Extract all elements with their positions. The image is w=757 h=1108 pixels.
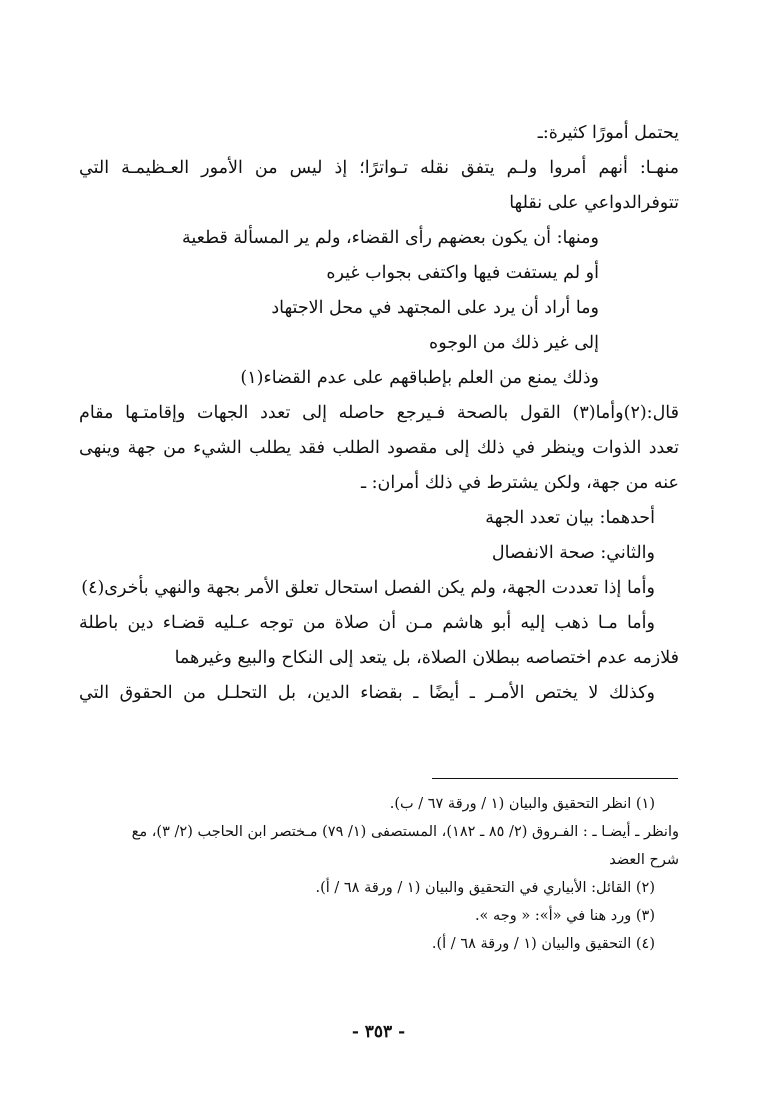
main-text [79, 116, 679, 711]
page-number: - ٣٥٣ - [351, 1022, 406, 1042]
text-line: منهـا: أنهم أمروا ولـم يتفق نقله تـواترًا؛ إذ ليس من الأمور العـظيمـة التي [79, 158, 679, 178]
text-line: قال:(٢)وأما(٣) القول بالصحة فـيرجع حاصله إلى تعدد الجهات وإقامتـها مقام [79, 403, 679, 423]
text-line: وأما إذا تعددت الجهة، ولم يكن الفصل استحال تعلق الأمر بجهة والنهي بأخرى(٤) [81, 578, 655, 598]
footnote-line: (١) انظر التحقيق والبيان (١ / ورقة ٦٧ / ب). [389, 796, 655, 812]
text-line: إلى غير ذلك من الوجوه [429, 333, 599, 353]
text-line: والثاني: صحة الانفصال [491, 543, 655, 563]
text-line: فلازمه عدم اختصاصه ببطلان الصلاة، بل يتعد إلى النكاح والبيع وغيرهما [174, 648, 679, 668]
text-line: أحدهما: بيان تعدد الجهة [485, 508, 655, 528]
text-line: وكذلك لا يختص الأمـر ـ أيضًا ـ بقضاء الدين، بل التحلـل من الحقوق التي [79, 683, 655, 703]
text-line: أو لم يستفت فيها واكتفى بجواب غيره [326, 263, 599, 283]
footnote-line: (٢) القائل: الأبياري في التحقيق والبيان (١ / ورقة ٦٨ / أ). [315, 880, 655, 896]
text-line: وذلك يمنع من العلم بإطباقهم على عدم القضاء(١) [240, 368, 599, 388]
text-line: وأما مـا ذهب إليه أبو هاشم مـن أن صلاة من توجه عـليه قضـاء دين باطلة [79, 613, 655, 633]
text-line: تعدد الذوات وينظر في ذلك إلى مقصود الطلب فقد يطلب الشيء من جهة وينهى [79, 438, 679, 458]
footnote-line: (٣) ورد هنا في «أ»: « وجه ». [474, 908, 655, 924]
footnotes [79, 790, 679, 958]
footnote-line: شرح العضد [609, 852, 679, 868]
text-line: عنه من جهة، ولكن يشترط في ذلك أمران: ـ [360, 473, 679, 493]
text-line: ومنها: أن يكون بعضهم رأى القضاء، ولم ير المسألة قطعية [181, 228, 599, 248]
text-line: وما أراد أن يرد على المجتهد في محل الاجتهاد [271, 298, 599, 318]
text-line: تتوفرالدواعي على نقلها [509, 193, 679, 213]
footnote-line: وانظر ـ أيضـا ـ : الفـروق (٢/ ٨٥ ـ ١٨٢)، المستصفى (١/ ٧٩) مـختصر ابن الحاجب (٢/ ٣)، مع [131, 824, 679, 840]
footnote-line: (٤) التحقيق والبيان (١ / ورقة ٦٨ / أ). [431, 936, 655, 952]
footnote-divider [432, 778, 678, 779]
text-line: يحتمل أمورًا كثيرة:ـ [537, 123, 679, 143]
